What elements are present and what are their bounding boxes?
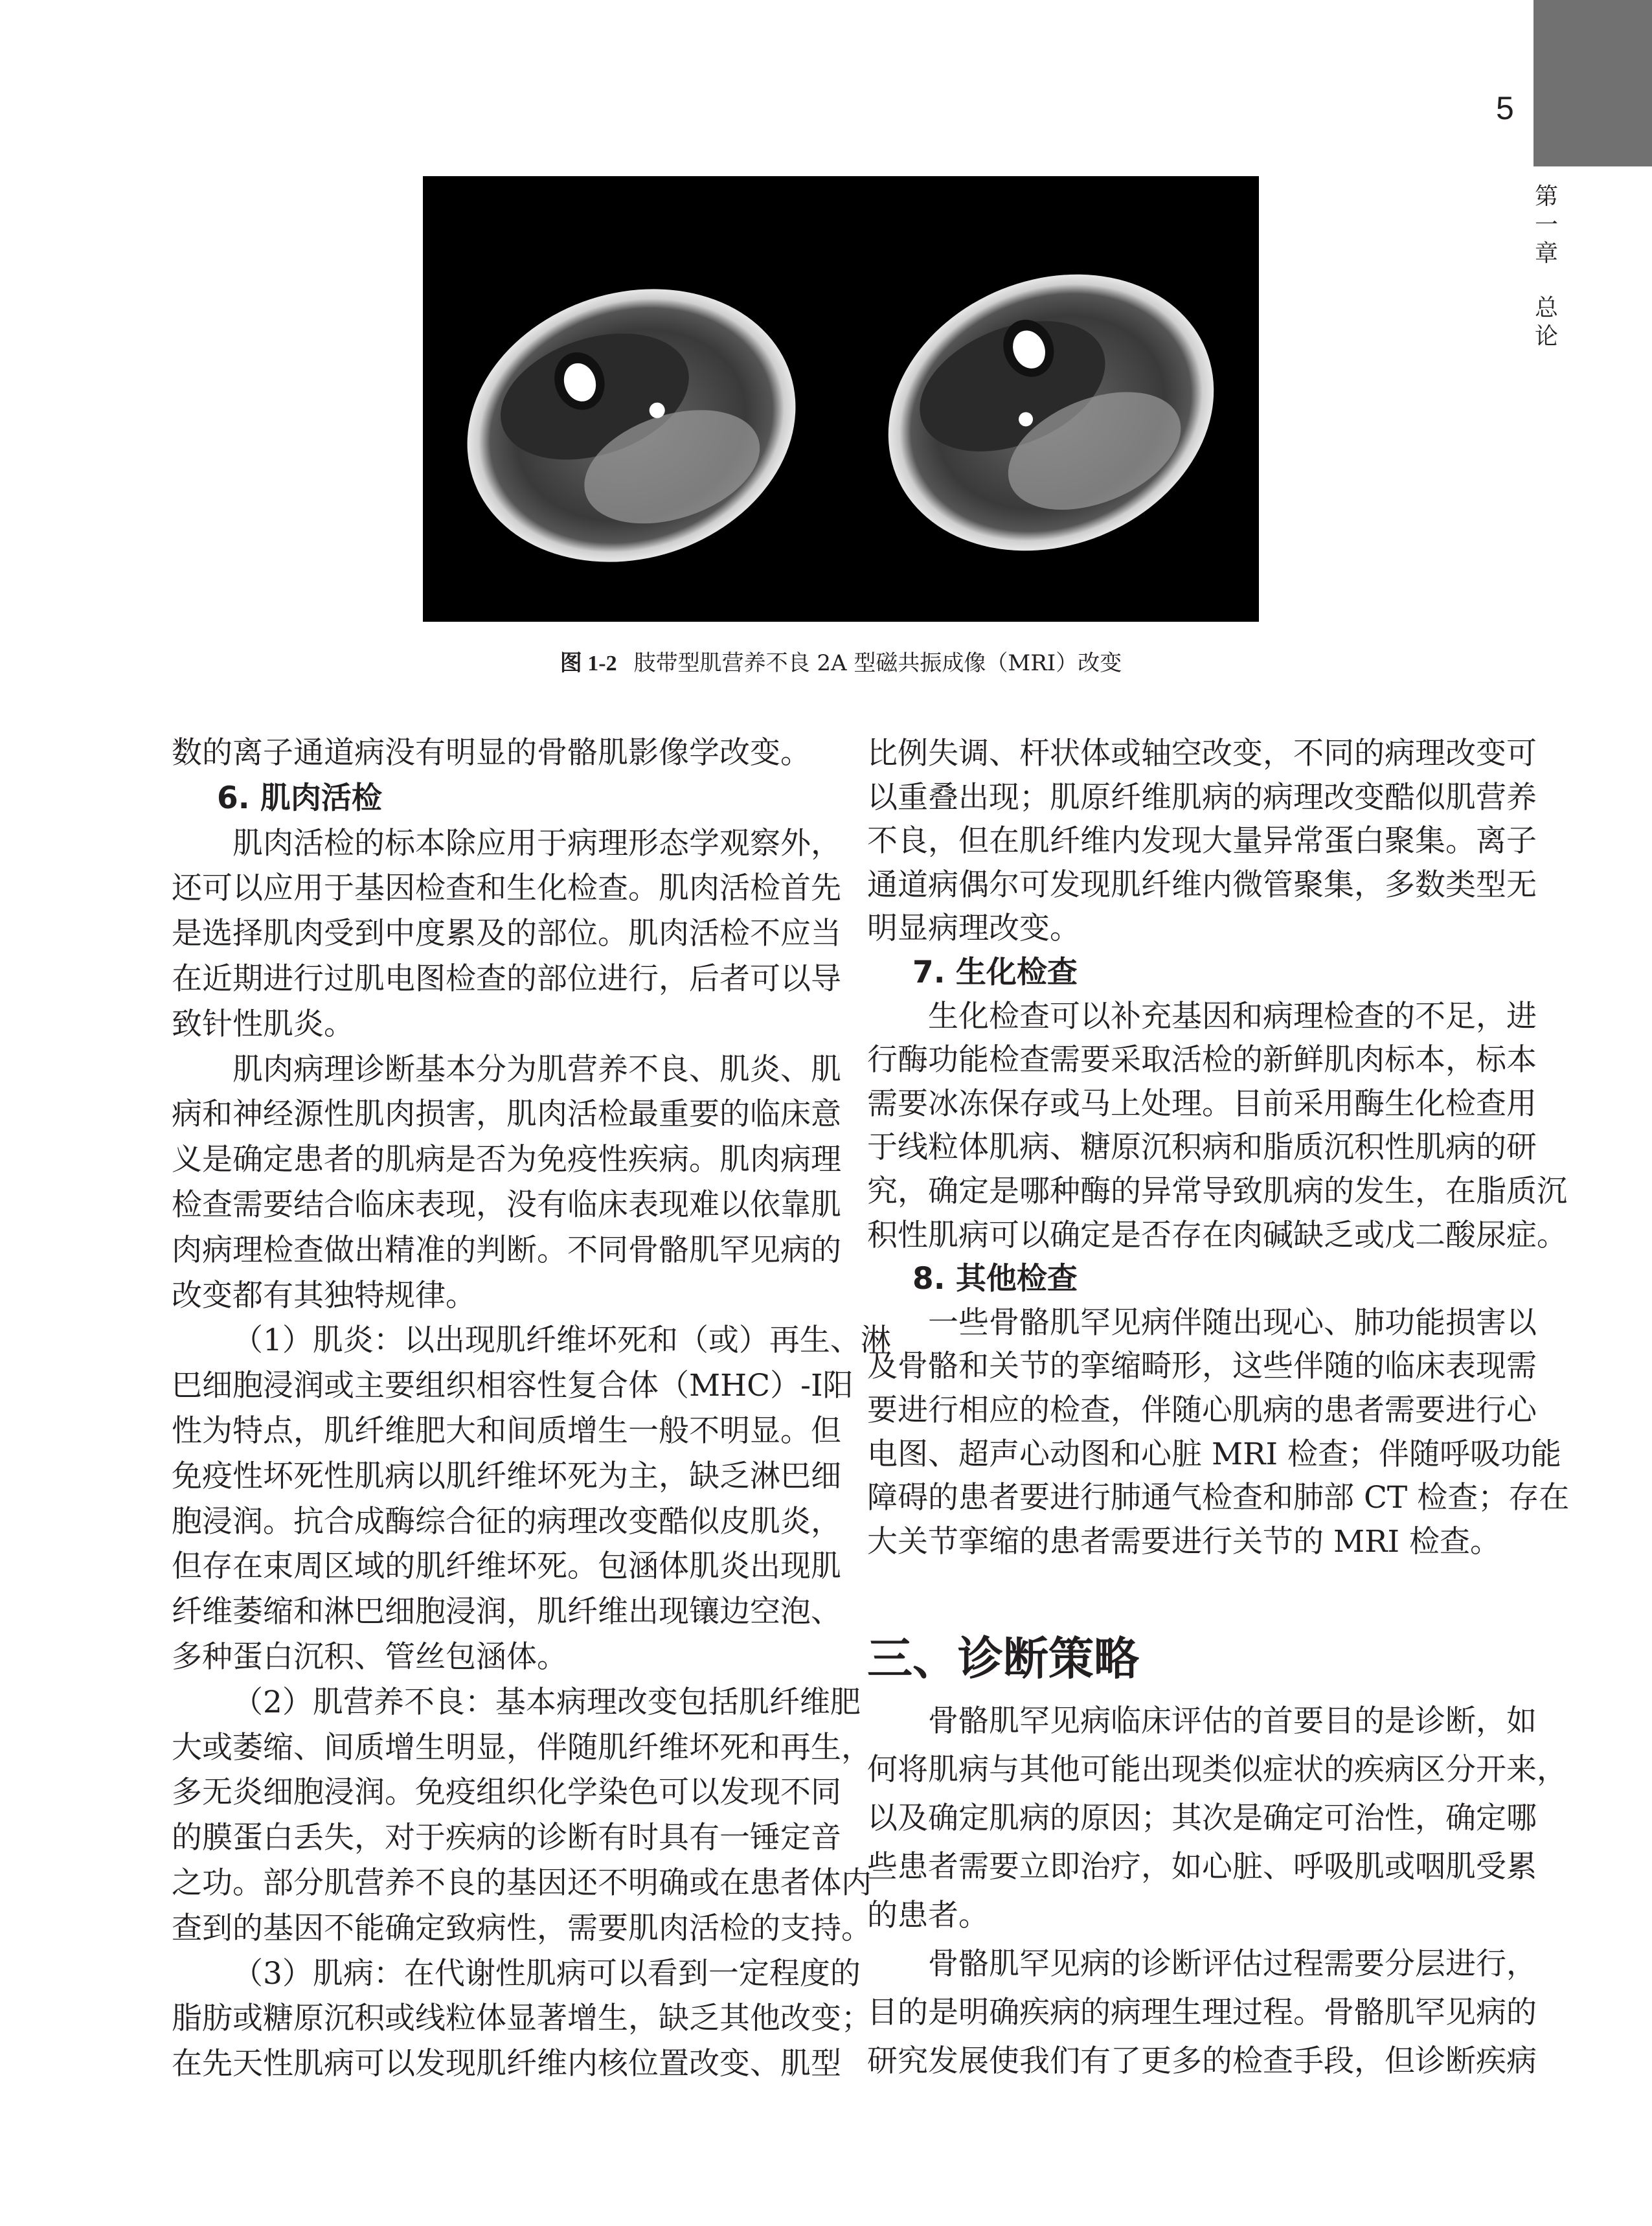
paragraph-line: 研究发展使我们有了更多的检查手段，但诊断疾病 [867,2043,1537,2079]
paragraph-line: 障碍的患者要进行肺通气检查和肺部 CT 检查；存在 [867,1480,1570,1516]
paragraph-line: 肉病理检查做出精准的判断。不同骨骼肌罕见病的 [172,1232,841,1268]
figure-caption-text: 肢带型肌营养不良 2A 型磁共振成像（MRI）改变 [633,650,1122,676]
paragraph-line: 巴细胞浸润或主要组织相容性复合体（MHC）-Ⅰ阳 [172,1368,854,1404]
paragraph-line: 及骨骼和关节的挛缩畸形，这些伴随的临床表现需 [867,1348,1537,1385]
paragraph-line: 数的离子通道病没有明显的骨骼肌影像学改变。 [172,735,811,771]
subsection-heading: 6. 肌肉活检 [217,780,382,816]
chapter-side-label [1533,183,1559,351]
paragraph-line: 何将肌病与其他可能出现类似症状的疾病区分开来， [867,1752,1567,1788]
paragraph-line: 不良，但在肌纤维内发现大量异常蛋白聚集。离子 [867,823,1537,859]
paragraph-line: 脂肪或糖原沉积或线粒体显著增生，缺乏其他改变； [172,2001,872,2037]
paragraph-line: 于线粒体肌病、糖原沉积病和脂质沉积性肌病的研 [867,1130,1537,1166]
chapter-tab-block [1533,0,1652,166]
paragraph-line: 一些骨骼肌罕见病伴随出现心、肺功能损害以 [928,1304,1537,1341]
paragraph-line: 电图、超声心动图和心脏 MRI 检查；伴随呼吸功能 [867,1436,1561,1472]
figure-label: 图 1-2 [560,652,617,676]
paragraph-line: （3）肌病：在代谢性肌病可以看到一定程度的 [232,1955,861,1992]
right-thigh-cross-section [846,227,1256,598]
paragraph-line: 些患者需要立即治疗，如心脏、呼吸肌或咽肌受累 [867,1849,1537,1885]
paragraph-line: 还可以应用于基因检查和生化检查。肌肉活检首先 [172,870,841,907]
paragraph-line: 查到的基因不能确定致病性，需要肌肉活检的支持。 [172,1910,872,1946]
chapter-title-char: 总 [1534,295,1558,321]
figure-caption [423,645,1259,677]
paragraph-line: 积性肌病可以确定是否存在肉碱缺乏或戊二酸尿症。 [867,1217,1567,1253]
paragraph-line: 胞浸润。抗合成酶综合征的病理改变酷似皮肌炎， [172,1503,841,1539]
chapter-title-char: 论 [1534,323,1558,350]
paragraph-line: 病和神经源性肌肉损害，肌肉活检最重要的临床意 [172,1096,841,1133]
paragraph-line: 致针性肌炎。 [172,1006,354,1042]
paragraph-line: 明显病理改变。 [867,911,1080,947]
paragraph-line: 骨骼肌罕见病临床评估的首要目的是诊断，如 [928,1703,1537,1739]
subsection-heading: 7. 生化检查 [912,954,1078,990]
paragraph-line: 要进行相应的检查，伴随心肌病的患者需要进行心 [867,1392,1537,1428]
paragraph-line: 性为特点，肌纤维肥大和间质增生一般不明显。但 [172,1413,841,1449]
paragraph-line: 免疫性坏死性肌病以肌纤维坏死为主，缺乏淋巴细 [172,1458,841,1494]
paragraph-line: 需要冰冻保存或马上处理。目前采用酶生化检查用 [867,1085,1537,1122]
paragraph-line: 肌肉活检的标本除应用于病理形态学观察外， [232,825,841,861]
paragraph-line: 纤维萎缩和淋巴细胞浸润，肌纤维出现镶边空泡、 [172,1594,841,1630]
paragraph-line: 以及确定肌病的原因；其次是确定可治性，确定哪 [867,1800,1537,1836]
left-thigh-cross-section [431,247,831,603]
paragraph-line: 大或萎缩、间质增生明显，伴随肌纤维坏死和再生， [172,1729,872,1766]
paragraph-line: 在先天性肌病可以发现肌纤维内核位置改变、肌型 [172,2046,841,2082]
left-column [172,731,891,2087]
paragraph-line: 的患者。 [867,1898,989,1933]
paragraph-line: 义是确定患者的肌病是否为免疫性疾病。肌肉病理 [172,1142,841,1178]
paragraph-line: 比例失调、杆状体或轴空改变，不同的病理改变可 [867,736,1537,771]
paragraph-line: （1）肌炎：以出现肌纤维坏死和（或）再生、淋 [232,1323,891,1359]
mri-image [423,176,1259,622]
paragraph-line: 通道病偶尔可发现肌纤维内微管聚集，多数类型无 [867,867,1537,903]
section-body [867,1697,1567,2085]
paragraph-line: 究，确定是哪种酶的异常导致肌病的发生，在脂质沉 [867,1173,1567,1209]
paragraph-line: 目的是明确疾病的病理生理过程。骨骼肌罕见病的 [867,1995,1537,2030]
right-column [867,732,1570,1563]
paragraph-line: 之功。部分肌营养不良的基因还不明确或在患者体内 [172,1865,872,1901]
paragraph-line: （2）肌营养不良：基本病理改变包括肌纤维肥 [232,1684,861,1720]
paragraph-line: 但存在束周区域的肌纤维坏死。包涵体肌炎出现肌 [172,1549,841,1585]
paragraph-line: 多种蛋白沉积、管丝包涵体。 [172,1639,567,1675]
paragraph-line: 以重叠出现；肌原纤维肌病的病理改变酷似肌营养 [867,779,1537,815]
paragraph-line: 行酶功能检查需要采取活检的新鲜肌肉标本，标本 [867,1042,1537,1078]
paragraph-line: 大关节挛缩的患者需要进行关节的 MRI 检查。 [867,1523,1500,1560]
chapter-char: 章 [1534,240,1558,267]
section-heading: 三、诊断策略 [867,1631,1139,1685]
page-number: 5 [1496,90,1514,126]
paragraph-line: 生化检查可以补充基因和病理检查的不足，进 [928,998,1537,1034]
paragraph-line: 检查需要结合临床表现，没有临床表现难以依靠肌 [172,1187,841,1223]
mri-figure [423,176,1259,622]
paragraph-line: 的膜蛋白丢失，对于疾病的诊断有时具有一锤定音 [172,1820,841,1856]
paragraph-line: 骨骼肌罕见病的诊断评估过程需要分层进行， [928,1946,1537,1982]
paragraph-line: 肌肉病理诊断基本分为肌营养不良、肌炎、肌 [232,1051,841,1087]
subsection-heading: 8. 其他检查 [912,1261,1078,1297]
paragraph-line: 在近期进行过肌电图检查的部位进行，后者可以导 [172,960,841,997]
paragraph-line: 改变都有其独特规律。 [172,1277,476,1313]
paragraph-line: 多无炎细胞浸润。免疫组织化学染色可以发现不同 [172,1775,841,1811]
chapter-char: 第 [1534,183,1558,210]
chapter-char: 一 [1534,212,1558,238]
paragraph-line: 是选择肌肉受到中度累及的部位。肌肉活检不应当 [172,916,841,952]
